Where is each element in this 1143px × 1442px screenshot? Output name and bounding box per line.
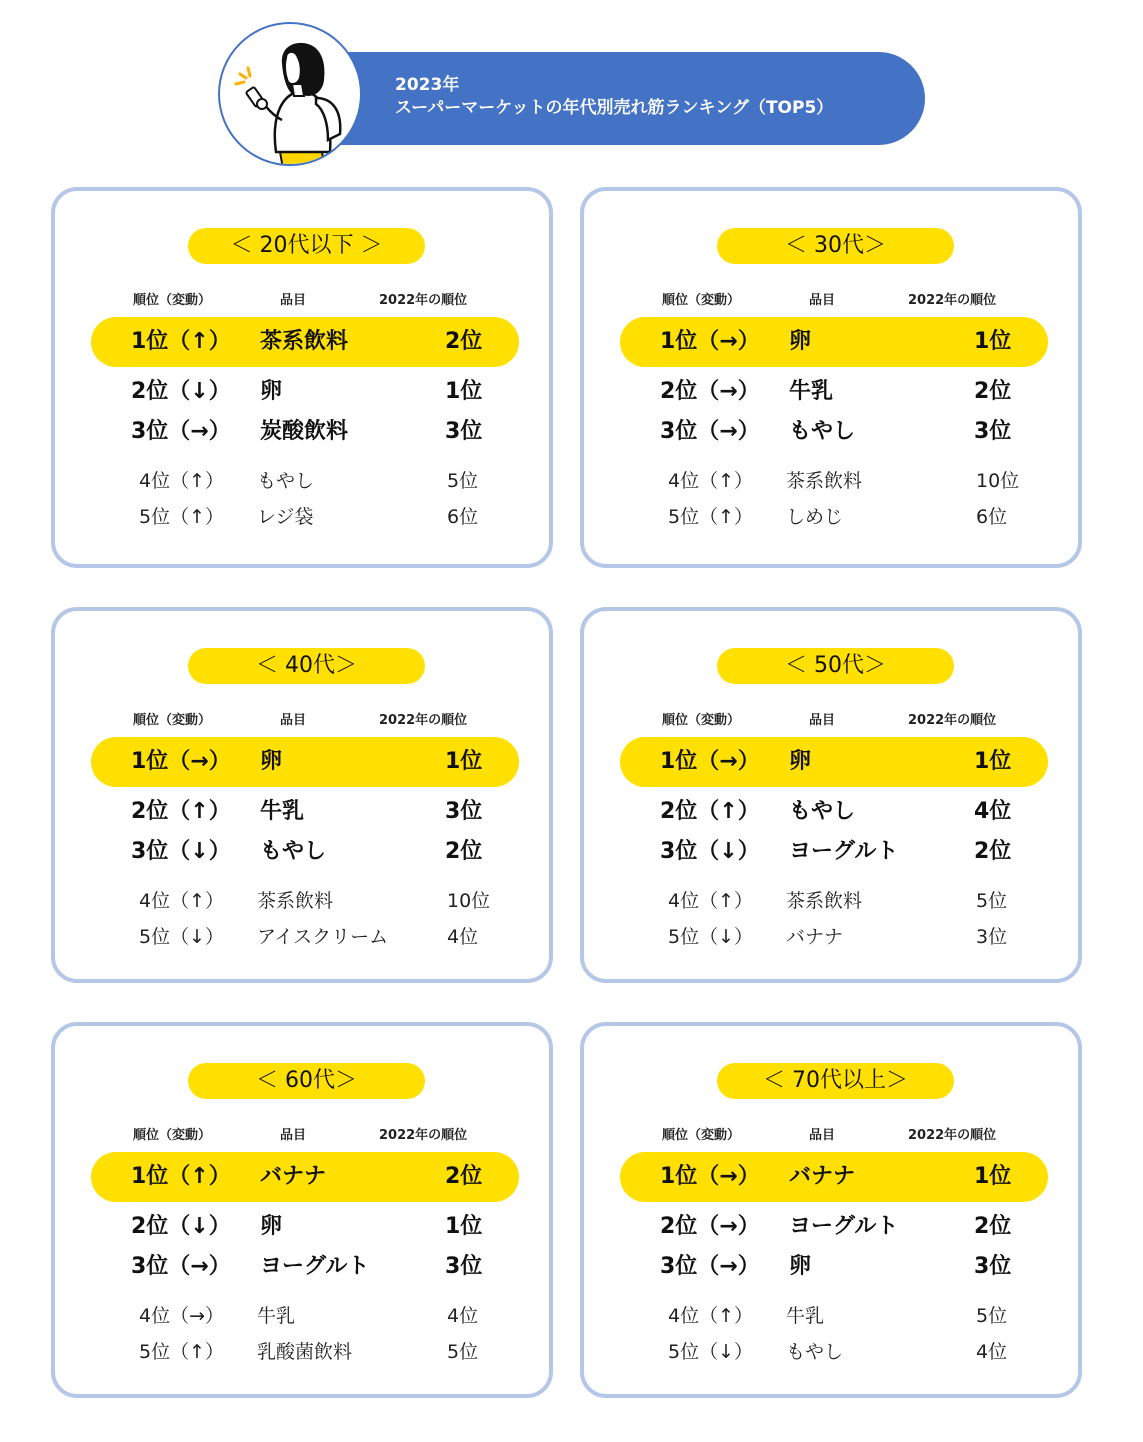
row-item: 茶系飲料 bbox=[257, 890, 334, 912]
row-rank: 1位（→） bbox=[660, 329, 760, 354]
row-prev: 5位 bbox=[976, 1305, 1008, 1327]
row-prev: 1位 bbox=[974, 749, 1012, 774]
column-header-prev: 2022年の順位 bbox=[379, 1128, 468, 1143]
top-rank-row bbox=[91, 737, 519, 787]
row-rank: 3位（→） bbox=[131, 1254, 231, 1279]
row-rank: 2位（↓） bbox=[131, 1214, 231, 1239]
row-rank: 4位（↑） bbox=[139, 890, 225, 912]
row-item: アイスクリーム bbox=[257, 926, 389, 948]
row-prev: 2位 bbox=[974, 839, 1012, 864]
title-banner bbox=[300, 52, 925, 145]
ranking-card bbox=[51, 187, 553, 568]
row-item: 牛乳 bbox=[260, 799, 305, 824]
row-item: 牛乳 bbox=[786, 1305, 825, 1327]
row-prev: 3位 bbox=[445, 419, 483, 444]
column-header-prev: 2022年の順位 bbox=[908, 293, 997, 308]
age-group-label: ＜ 40代＞ bbox=[188, 648, 425, 684]
row-rank: 4位（↑） bbox=[668, 1305, 754, 1327]
column-header-rank: 順位（変動） bbox=[662, 713, 741, 728]
row-item: ヨーグルト bbox=[260, 1254, 370, 1279]
row-item: バナナ bbox=[260, 1164, 327, 1189]
row-prev: 1位 bbox=[445, 379, 483, 404]
row-rank: 1位（↑） bbox=[131, 1164, 231, 1189]
row-item: 茶系飲料 bbox=[786, 890, 863, 912]
row-prev: 1位 bbox=[445, 1214, 483, 1239]
row-rank: 4位（↑） bbox=[139, 470, 225, 492]
column-header-rank: 順位（変動） bbox=[662, 1128, 741, 1143]
row-rank: 4位（→） bbox=[139, 1305, 225, 1327]
shopper-illustration bbox=[218, 22, 362, 166]
row-prev: 2位 bbox=[445, 329, 483, 354]
top-rank-row bbox=[620, 317, 1048, 367]
age-group-label: ＜ 20代以下 ＞ bbox=[188, 228, 425, 264]
row-rank: 2位（→） bbox=[660, 1214, 760, 1239]
row-prev: 4位 bbox=[974, 799, 1012, 824]
row-item: 茶系飲料 bbox=[260, 329, 349, 354]
header bbox=[0, 0, 1143, 190]
row-prev: 6位 bbox=[447, 506, 479, 528]
row-item: 卵 bbox=[260, 749, 283, 774]
row-item: 卵 bbox=[260, 379, 283, 404]
row-rank: 4位（↑） bbox=[668, 890, 754, 912]
column-header-item: 品目 bbox=[809, 713, 836, 728]
column-header-row bbox=[55, 1124, 549, 1142]
column-header-item: 品目 bbox=[809, 293, 836, 308]
column-header-row bbox=[55, 709, 549, 727]
age-group-label: ＜ 50代＞ bbox=[717, 648, 954, 684]
row-rank: 5位（↓） bbox=[668, 926, 754, 948]
row-prev: 6位 bbox=[976, 506, 1008, 528]
row-rank: 1位（↑） bbox=[131, 329, 231, 354]
row-item: レジ袋 bbox=[257, 506, 314, 528]
row-item: もやし bbox=[789, 799, 856, 824]
column-header-row bbox=[584, 1124, 1078, 1142]
row-prev: 4位 bbox=[447, 926, 479, 948]
row-prev: 2位 bbox=[445, 1164, 483, 1189]
row-prev: 1位 bbox=[974, 329, 1012, 354]
row-rank: 3位（↓） bbox=[660, 839, 760, 864]
column-header-prev: 2022年の順位 bbox=[379, 293, 468, 308]
row-rank: 3位（→） bbox=[660, 1254, 760, 1279]
row-item: しめじ bbox=[786, 506, 844, 528]
top-rank-row bbox=[91, 317, 519, 367]
top-rank-row bbox=[91, 1152, 519, 1202]
column-header-prev: 2022年の順位 bbox=[379, 713, 468, 728]
column-header-row bbox=[55, 289, 549, 307]
woman-with-phone-icon bbox=[220, 24, 360, 164]
column-header-prev: 2022年の順位 bbox=[908, 1128, 997, 1143]
row-item: 牛乳 bbox=[257, 1305, 296, 1327]
column-header-rank: 順位（変動） bbox=[662, 293, 741, 308]
column-header-item: 品目 bbox=[809, 1128, 836, 1143]
row-item: バナナ bbox=[789, 1164, 856, 1189]
row-prev: 3位 bbox=[974, 419, 1012, 444]
ranking-card bbox=[580, 607, 1082, 983]
row-item: 乳酸菌飲料 bbox=[257, 1341, 353, 1363]
ranking-card bbox=[580, 187, 1082, 568]
row-rank: 2位（↑） bbox=[131, 799, 231, 824]
column-header-row bbox=[584, 289, 1078, 307]
ranking-card bbox=[580, 1022, 1082, 1398]
row-item: 卵 bbox=[260, 1214, 283, 1239]
ranking-card bbox=[51, 1022, 553, 1398]
row-prev: 5位 bbox=[447, 1341, 479, 1363]
ranking-card bbox=[51, 607, 553, 983]
row-prev: 5位 bbox=[447, 470, 479, 492]
row-item: 卵 bbox=[789, 749, 812, 774]
age-group-label: ＜ 30代＞ bbox=[717, 228, 954, 264]
row-item: もやし bbox=[260, 839, 327, 864]
row-prev: 1位 bbox=[445, 749, 483, 774]
age-group-label: ＜ 60代＞ bbox=[188, 1063, 425, 1099]
row-rank: 1位（→） bbox=[660, 749, 760, 774]
row-prev: 3位 bbox=[445, 1254, 483, 1279]
row-rank: 5位（↑） bbox=[139, 1341, 225, 1363]
row-rank: 3位（→） bbox=[131, 419, 231, 444]
column-header-rank: 順位（変動） bbox=[133, 713, 212, 728]
row-rank: 4位（↑） bbox=[668, 470, 754, 492]
row-rank: 3位（↓） bbox=[131, 839, 231, 864]
row-rank: 5位（↑） bbox=[139, 506, 225, 528]
row-rank: 1位（→） bbox=[660, 1164, 760, 1189]
row-item: 卵 bbox=[789, 329, 812, 354]
row-item: もやし bbox=[786, 1341, 844, 1363]
top-rank-row bbox=[620, 737, 1048, 787]
row-item: もやし bbox=[789, 419, 856, 444]
row-rank: 5位（↑） bbox=[668, 506, 754, 528]
row-prev: 4位 bbox=[976, 1341, 1008, 1363]
row-prev: 4位 bbox=[447, 1305, 479, 1327]
row-rank: 1位（→） bbox=[131, 749, 231, 774]
row-prev: 3位 bbox=[974, 1254, 1012, 1279]
row-prev: 3位 bbox=[976, 926, 1008, 948]
row-item: ヨーグルト bbox=[789, 839, 899, 864]
column-header-rank: 順位（変動） bbox=[133, 293, 212, 308]
column-header-item: 品目 bbox=[280, 293, 307, 308]
column-header-prev: 2022年の順位 bbox=[908, 713, 997, 728]
row-rank: 2位（→） bbox=[660, 379, 760, 404]
column-header-item: 品目 bbox=[280, 713, 307, 728]
row-item: 卵 bbox=[789, 1254, 812, 1279]
row-prev: 10位 bbox=[976, 470, 1020, 492]
row-item: もやし bbox=[257, 470, 315, 492]
row-rank: 5位（↓） bbox=[139, 926, 225, 948]
row-prev: 5位 bbox=[976, 890, 1008, 912]
row-prev: 2位 bbox=[974, 379, 1012, 404]
column-header-rank: 順位（変動） bbox=[133, 1128, 212, 1143]
row-prev: 2位 bbox=[974, 1214, 1012, 1239]
row-rank: 2位（↑） bbox=[660, 799, 760, 824]
row-rank: 3位（→） bbox=[660, 419, 760, 444]
row-item: バナナ bbox=[786, 926, 844, 948]
row-prev: 2位 bbox=[445, 839, 483, 864]
title-year: 2023年 bbox=[395, 75, 460, 95]
row-item: 炭酸飲料 bbox=[260, 419, 349, 444]
row-prev: 10位 bbox=[447, 890, 491, 912]
row-item: 牛乳 bbox=[789, 379, 834, 404]
age-group-label: ＜ 70代以上＞ bbox=[717, 1063, 954, 1099]
page-title: スーパーマーケットの年代別売れ筋ランキング（TOP5） bbox=[395, 98, 834, 118]
row-rank: 5位（↓） bbox=[668, 1341, 754, 1363]
row-item: ヨーグルト bbox=[789, 1214, 899, 1239]
top-rank-row bbox=[620, 1152, 1048, 1202]
row-prev: 3位 bbox=[445, 799, 483, 824]
row-prev: 1位 bbox=[974, 1164, 1012, 1189]
column-header-item: 品目 bbox=[280, 1128, 307, 1143]
row-rank: 2位（↓） bbox=[131, 379, 231, 404]
column-header-row bbox=[584, 709, 1078, 727]
row-item: 茶系飲料 bbox=[786, 470, 863, 492]
